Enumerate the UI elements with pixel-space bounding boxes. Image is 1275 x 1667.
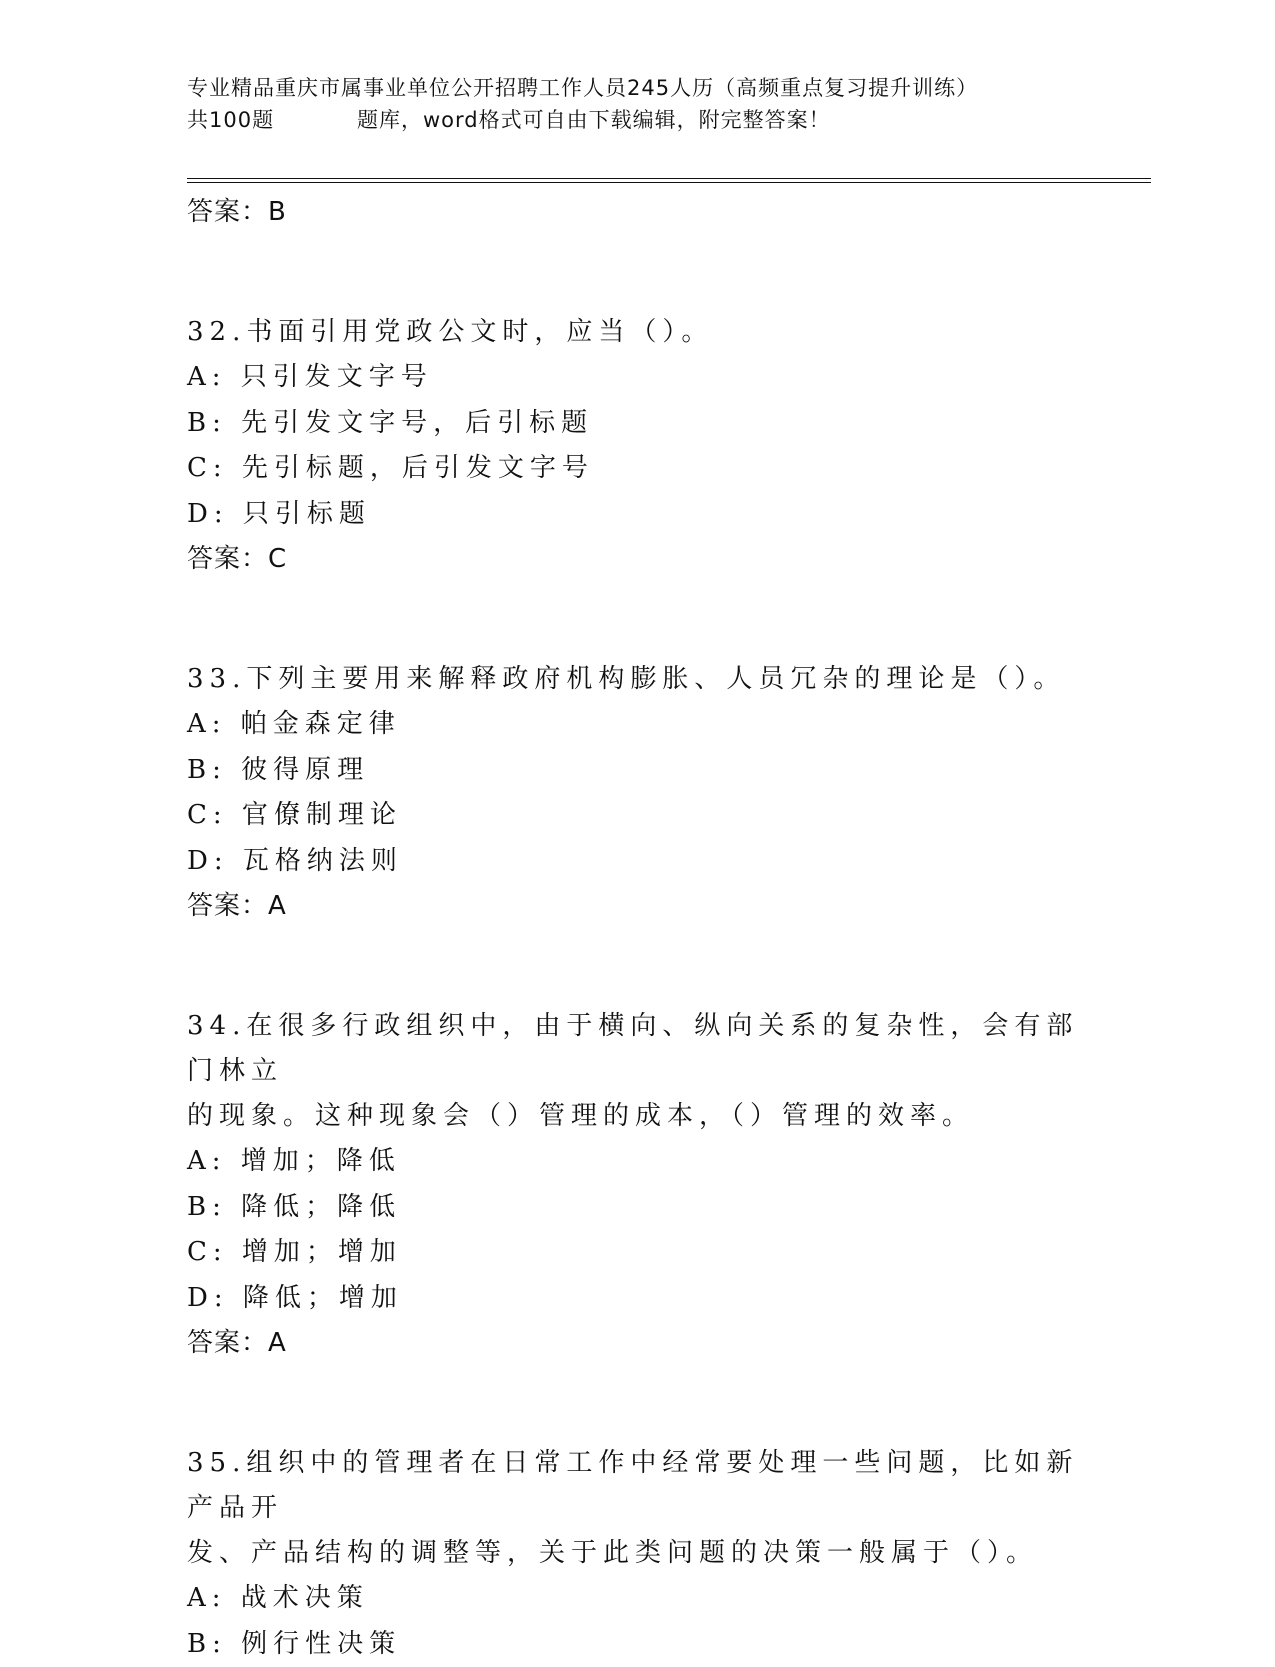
answer: 答案：A: [187, 884, 1087, 929]
option-c: C: 先引标题，后引发文字号: [187, 446, 1087, 492]
option-c: C: 官僚制理论: [187, 793, 1087, 839]
question-32: [187, 310, 1087, 582]
option-a: A: 帕金森定律: [187, 702, 1087, 748]
header-subtitle: [187, 104, 1087, 136]
header-description: 题库，word格式可自由下载编辑，附完整答案！: [357, 104, 831, 136]
header-title: 专业精品重庆市属事业单位公开招聘工作人员245人历（高频重点复习提升训练）: [187, 72, 1087, 104]
option-d: D: 降低；增加: [187, 1276, 1087, 1322]
option-d: D: 瓦格纳法则: [187, 839, 1087, 885]
previous-answer: 答案：B: [187, 190, 1087, 235]
option-a: A: 增加；降低: [187, 1139, 1087, 1185]
option-b: B: 例行性决策: [187, 1622, 1087, 1667]
answer: 答案：C: [187, 537, 1087, 582]
question-stem: 33.下列主要用来解释政府机构膨胀、人员冗杂的理论是（）。: [187, 657, 1087, 702]
header-divider-top: [187, 178, 1151, 179]
document-body: [187, 190, 1087, 1667]
option-b: B: 先引发文字号，后引标题: [187, 401, 1087, 447]
question-stem-line-2: 发、产品结构的调整等，关于此类问题的决策一般属于（）。: [187, 1531, 1087, 1576]
question-stem: 32.书面引用党政公文时，应当（）。: [187, 310, 1087, 355]
question-35: [187, 1441, 1087, 1667]
option-a: A: 战术决策: [187, 1576, 1087, 1622]
question-stem-line-2: 的现象。这种现象会（）管理的成本，（）管理的效率。: [187, 1094, 1087, 1139]
question-34: [187, 1004, 1087, 1366]
question-stem-line-1: 34.在很多行政组织中，由于横向、纵向关系的复杂性，会有部门林立: [187, 1004, 1087, 1094]
question-stem-line-1: 35.组织中的管理者在日常工作中经常要处理一些问题，比如新产品开: [187, 1441, 1087, 1531]
option-b: B: 彼得原理: [187, 748, 1087, 794]
option-a: A: 只引发文字号: [187, 355, 1087, 401]
option-d: D: 只引标题: [187, 492, 1087, 538]
option-b: B: 降低；降低: [187, 1185, 1087, 1231]
question-33: [187, 657, 1087, 929]
page-header: [187, 72, 1087, 136]
question-count: 共100题: [187, 104, 357, 136]
option-c: C: 增加；增加: [187, 1230, 1087, 1276]
header-divider-bottom: [187, 182, 1151, 183]
answer: 答案：A: [187, 1321, 1087, 1366]
